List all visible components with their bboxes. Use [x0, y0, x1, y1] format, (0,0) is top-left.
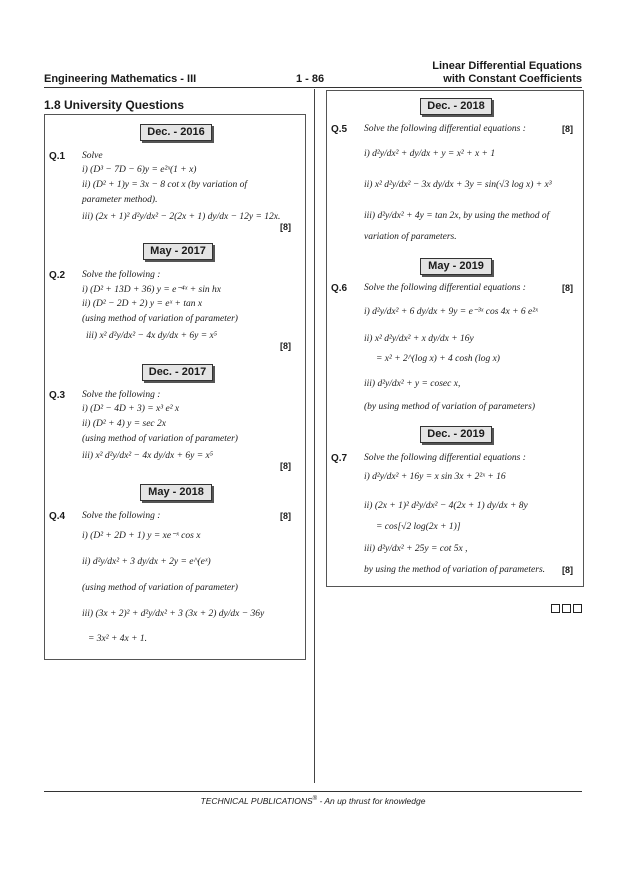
exam-tag-may-2019: May - 2019	[420, 258, 492, 275]
exam-tag-may-2018: May - 2018	[140, 484, 212, 501]
footer-rule	[44, 791, 582, 792]
question-line: Solve	[82, 151, 103, 161]
question-line: Solve the following differential equations :	[364, 124, 526, 134]
exam-tag-dec-2019: Dec. - 2019	[420, 426, 492, 443]
exam-tag-dec-2018: Dec. - 2018	[420, 98, 492, 115]
question-line: ii) (D² − 2D + 2) y = eˣ + tan x	[82, 299, 203, 309]
question-line: iii) d²y/dx² + y = cosec x,	[364, 379, 461, 389]
question-line: by using the method of variation of parameters.	[364, 565, 546, 575]
question-line: iii) x² d²y/dx² − 4x dy/dx + 6y = x⁵	[82, 451, 214, 461]
chapter-title	[432, 60, 582, 86]
exam-tag-may-2017: May - 2017	[143, 243, 213, 260]
footer	[0, 796, 626, 806]
marks-label: [8]	[280, 222, 291, 232]
question-line: Solve the following differential equations :	[364, 283, 526, 293]
question-line: (using method of variation of parameter)	[82, 583, 238, 593]
registered-mark: ®	[312, 796, 318, 803]
marks-label: [8]	[280, 511, 291, 521]
question-line: (using method of variation of parameter)	[82, 434, 238, 444]
question-number: Q.2	[49, 270, 66, 281]
question-line: ii) (D² + 4) y = sec 2x	[82, 419, 166, 429]
question-number: Q.5	[331, 124, 348, 135]
question-line: i) d²y/dx² + dy/dx + y = x² + x + 1	[364, 149, 496, 159]
end-box	[573, 604, 582, 613]
section-title: 1.8 University Questions	[44, 98, 185, 112]
question-number: Q.3	[49, 390, 66, 401]
end-box	[551, 604, 560, 613]
header-rule	[44, 87, 582, 88]
question-line: i) (D² − 4D + 3) = x³ e² x	[82, 404, 180, 414]
question-line: iii) d²y/dx² + 25y = cot 5x ,	[364, 544, 468, 554]
question-line: Solve the following :	[82, 390, 161, 400]
question-number: Q.1	[49, 151, 66, 162]
question-line: ii) x² d²y/dx² + x dy/dx + 16y	[364, 334, 474, 344]
publisher-tagline: - An up thrust for knowledge	[317, 796, 426, 806]
question-line: i) d²y/dx² + 6 dy/dx + 9y = e⁻³ˣ cos 4x + 6 e²ˣ	[364, 307, 538, 317]
publisher-name: TECHNICAL PUBLICATIONS	[200, 796, 313, 806]
question-line: iii) d²y/dx² + 4y = tan 2x, by using the method of	[364, 211, 550, 221]
exam-tag-dec-2016: Dec. - 2016	[140, 124, 212, 141]
book-title: Engineering Mathematics - III	[44, 73, 197, 85]
marks-label: [8]	[562, 565, 573, 575]
chapter-title-line2: with Constant Coefficients	[443, 73, 582, 85]
question-line: i) (D³ − 7D − 6)y = e²ˣ(1 + x)	[82, 165, 197, 175]
question-line: (by using method of variation of parameters)	[364, 402, 535, 412]
question-line: Solve the following differential equations :	[364, 453, 526, 463]
question-line: = x² + 2^(log x) + 4 cosh (log x)	[376, 354, 500, 364]
end-box	[562, 604, 571, 613]
column-divider	[314, 89, 315, 783]
question-line: Solve the following :	[82, 270, 161, 280]
page-number: 1 - 86	[296, 73, 325, 85]
question-line: ii) (D² + 1)y = 3x − 8 cot x (by variation of	[82, 180, 248, 190]
question-line: = cos[√2 log(2x + 1)]	[376, 522, 461, 532]
question-line: iii) (2x + 1)² d²y/dx² − 2(2x + 1) dy/dx − 12y = 12x.	[82, 212, 281, 222]
question-line: variation of parameters.	[364, 232, 457, 242]
question-line: Solve the following :	[82, 511, 161, 521]
question-line: ii) x² d²y/dx² − 3x dy/dx + 3y = sin(√3 log x) + x³	[364, 180, 552, 190]
question-line: (using method of variation of parameter)	[82, 314, 238, 324]
marks-label: [8]	[280, 461, 291, 471]
marks-label: [8]	[562, 124, 573, 134]
question-line: i) d²y/dx² + 16y = x sin 3x + 2²ˣ + 16	[364, 472, 506, 482]
marks-label: [8]	[280, 341, 291, 351]
question-line: i) (D² + 2D + 1) y = xe⁻ˣ cos x	[82, 531, 201, 541]
question-line: = 3x² + 4x + 1.	[88, 634, 148, 644]
question-number: Q.4	[49, 511, 66, 522]
chapter-title-line1: Linear Differential Equations	[432, 60, 582, 72]
question-line: ii) (2x + 1)² d²y/dx² − 4(2x + 1) dy/dx + 8y	[364, 501, 528, 511]
question-line: i) (D² + 13D + 36) y = e⁻⁴ˣ + sin hx	[82, 285, 221, 295]
exam-tag-dec-2017: Dec. - 2017	[142, 364, 213, 381]
question-line: iii) (3x + 2)² + d²y/dx² + 3 (3x + 2) dy/dx − 36y	[82, 609, 265, 619]
question-line: parameter method).	[82, 195, 158, 205]
question-number: Q.7	[331, 453, 348, 464]
marks-label: [8]	[562, 283, 573, 293]
question-number: Q.6	[331, 283, 348, 294]
question-line: iii) x² d²y/dx² − 4x dy/dx + 6y = x⁵	[86, 331, 218, 341]
end-of-section-marker	[551, 604, 582, 613]
question-line: ii) d²y/dx² + 3 dy/dx + 2y = e^(eˣ)	[82, 557, 211, 567]
